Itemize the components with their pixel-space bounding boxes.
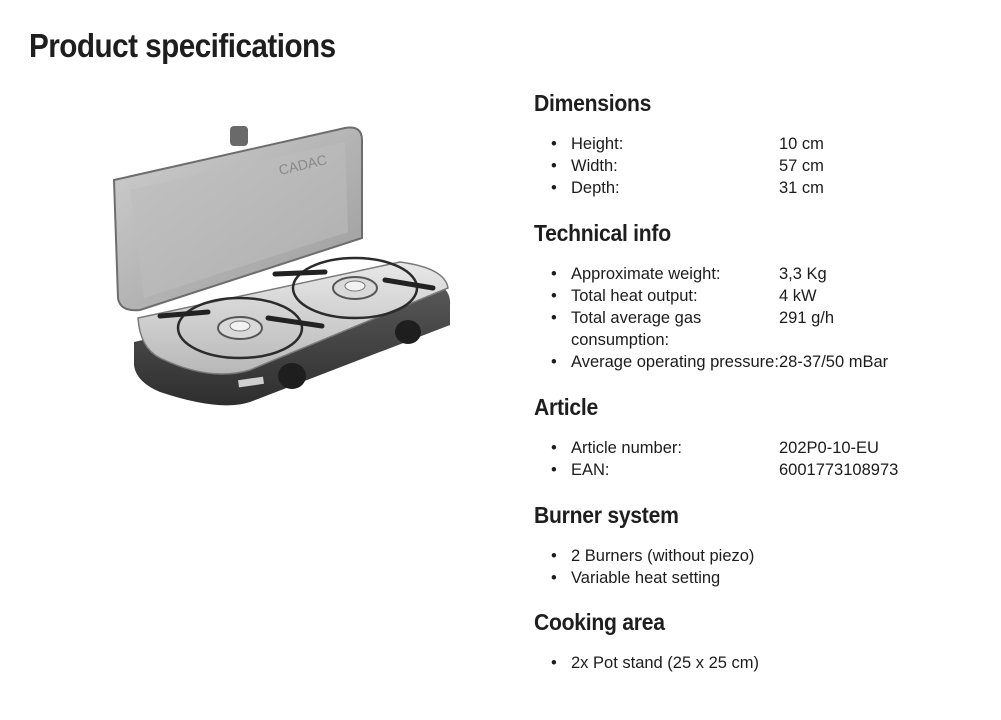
- spec-label: Depth:: [571, 179, 620, 197]
- article-section: [534, 394, 898, 481]
- page-title: Product specifications: [29, 27, 336, 64]
- spec-label: Total heat output:: [571, 287, 698, 305]
- spec-value: 4 kW: [779, 287, 817, 305]
- spec-label: Height:: [571, 135, 624, 153]
- list-item: • Total average gas consumption: 291 g/h: [551, 309, 835, 349]
- camping-stove-image: [100, 120, 470, 430]
- cooking-area-heading: Cooking area: [534, 609, 665, 635]
- spec-text: 2 Burners (without piezo): [571, 547, 755, 565]
- spec-label: Approximate weight:: [571, 265, 721, 283]
- list-item: • Article number: 202P0-10-EU: [551, 439, 879, 457]
- list-item: • 2 Burners (without piezo): [551, 547, 755, 565]
- spec-label: Average operating pressure:: [571, 353, 779, 371]
- spec-label: Article number:: [571, 439, 682, 457]
- technical-info-heading: Technical info: [534, 220, 671, 246]
- spec-label: Width:: [571, 157, 618, 175]
- dimensions-section: [534, 90, 824, 199]
- list-item: • 2x Pot stand (25 x 25 cm): [551, 654, 760, 672]
- cooking-area-section: [534, 609, 759, 674]
- spec-value: 10 cm: [779, 135, 824, 153]
- spec-value: 202P0-10-EU: [779, 439, 879, 457]
- spec-value: 28-37/50 mBar: [779, 353, 889, 371]
- spec-value: 3,3 Kg: [779, 265, 827, 283]
- dimensions-heading: Dimensions: [534, 90, 652, 116]
- spec-label: EAN:: [571, 461, 610, 479]
- technical-info-section: [534, 220, 888, 373]
- spec-value: 291 g/h: [779, 309, 835, 327]
- spec-value: 57 cm: [779, 157, 824, 175]
- list-item: • EAN: 6001773108973: [551, 461, 899, 479]
- list-item: • Height: 10 cm: [551, 135, 824, 153]
- article-heading: Article: [534, 394, 598, 420]
- spec-text: Variable heat setting: [571, 569, 721, 587]
- list-item: • Variable heat setting: [551, 569, 721, 587]
- spec-text: 2x Pot stand (25 x 25 cm): [571, 654, 760, 672]
- list-item: • Width: 57 cm: [551, 157, 824, 175]
- list-item: • Approximate weight: 3,3 Kg: [551, 265, 827, 283]
- spec-label: Total average gas consumption:: [571, 309, 702, 349]
- spec-value: 31 cm: [779, 179, 824, 197]
- spec-value: 6001773108973: [779, 461, 899, 479]
- burner-system-heading: Burner system: [534, 502, 679, 528]
- list-item: • Depth: 31 cm: [551, 179, 824, 197]
- svg-text:CADAC: CADAC: [277, 151, 329, 178]
- list-item: • Average operating pressure: 28-37/50 mBar: [551, 353, 889, 371]
- burner-system-section: [534, 502, 754, 589]
- list-item: • Total heat output: 4 kW: [551, 287, 817, 305]
